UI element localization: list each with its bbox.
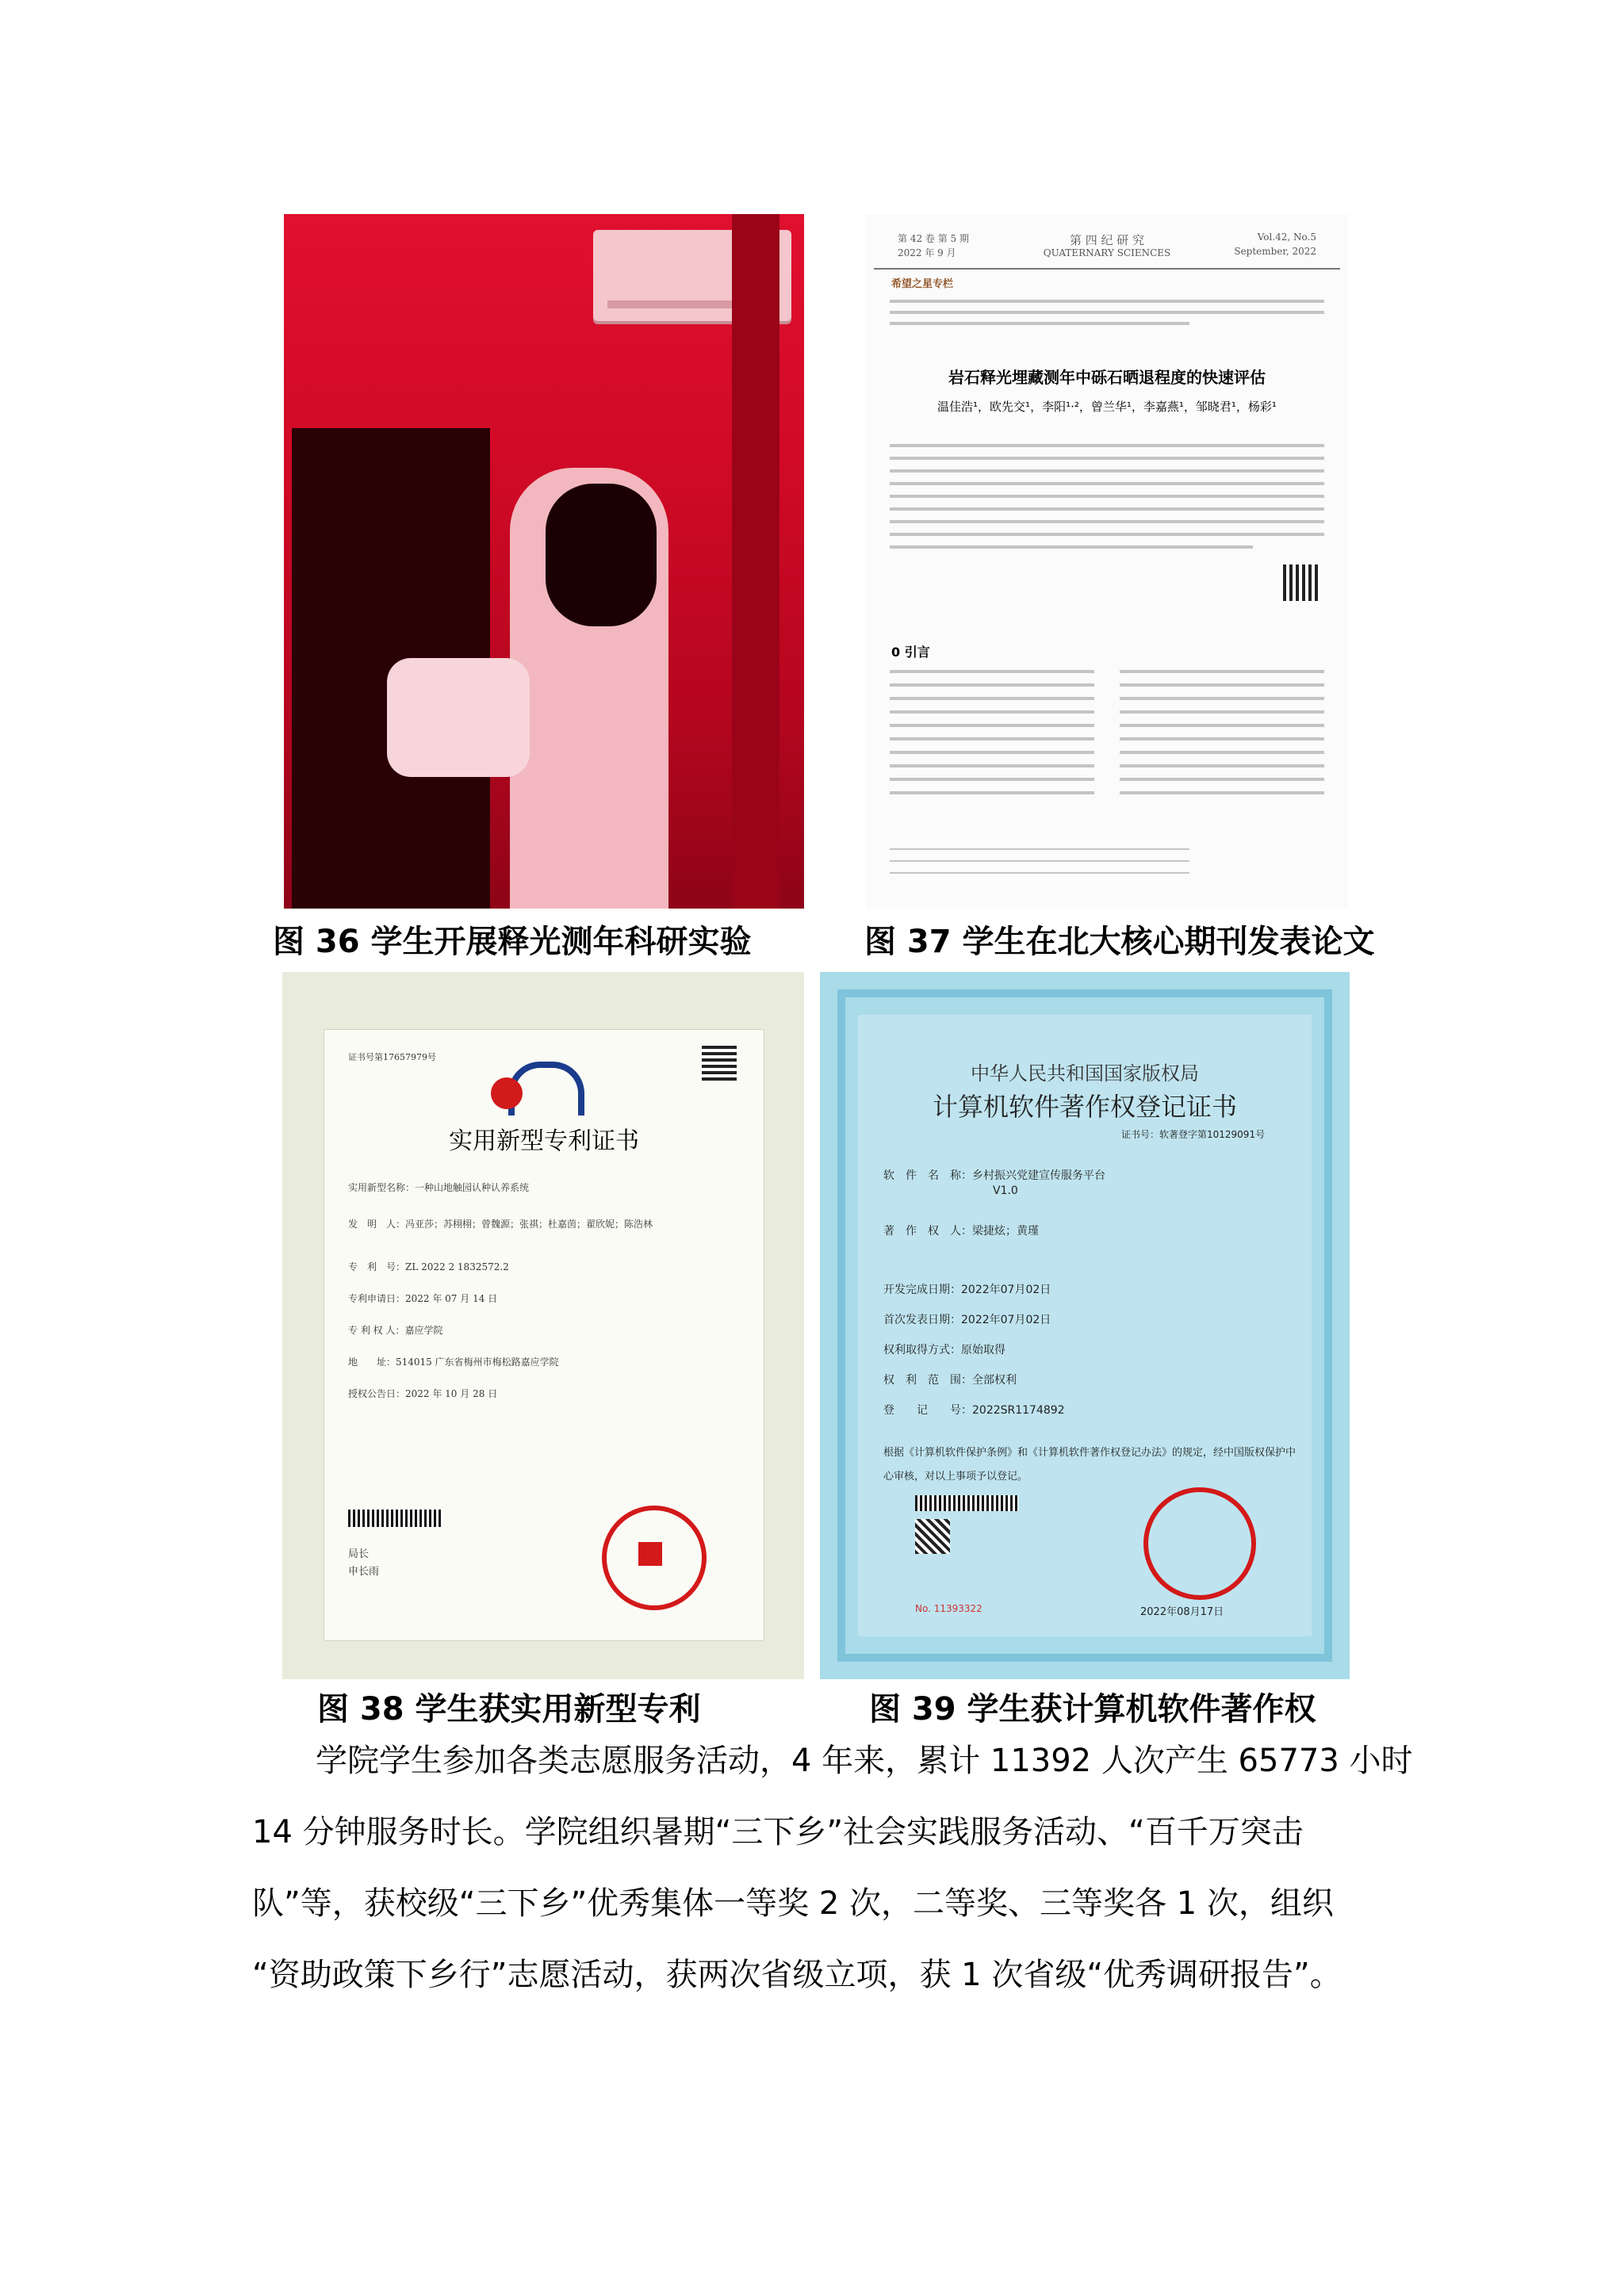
- certificate-title: 计算机软件著作权登记证书: [932, 1092, 1237, 1122]
- paper-volume-en: Vol.42, No.5: [1257, 232, 1316, 243]
- caption-fig36: 图 36 学生开展释光测年科研实验: [273, 924, 752, 960]
- patent-number: 专 利 号：ZL 2022 2 1832572.2: [348, 1261, 509, 1272]
- barcode-icon: [348, 1510, 443, 1527]
- body-paragraph: [252, 1725, 1413, 2011]
- paragraph-line: 队”等，获校级“三下乡”优秀集体一等奖 2 次，二等奖、三等奖各 1 次，组织: [252, 1885, 1334, 1922]
- abstract-line: [890, 545, 1253, 549]
- sample-bag: [387, 658, 530, 777]
- paragraph-line: “资助政策下乡行”志愿活动，获两次省级立项，获 1 次省级“优秀调研报告”。: [252, 1957, 1342, 1993]
- qr-code-icon: [1283, 564, 1320, 601]
- certificate-title: 实用新型专利证书: [449, 1127, 639, 1155]
- body-line: [890, 791, 1094, 794]
- paper-volume: 第 42 卷 第 5 期: [898, 233, 969, 244]
- body-line: [1120, 764, 1324, 767]
- abstract-line: [890, 495, 1324, 498]
- issue-date: 2022年08月17日: [1140, 1606, 1224, 1618]
- paper-authors: 温佳浩¹，欧先交¹，李阳¹·²，曾兰华¹，李嘉燕¹，邹晓君¹，杨彩¹: [937, 400, 1277, 414]
- footnote-line: [890, 860, 1189, 862]
- footnote-line: [890, 872, 1189, 874]
- abstract-line: [890, 507, 1324, 511]
- cert-number: 证书号：软著登字第10129091号: [1121, 1129, 1266, 1140]
- header-rule: [874, 268, 1340, 270]
- student-hair: [546, 484, 657, 626]
- abstract-line: [890, 444, 1324, 447]
- body-line: [1120, 791, 1324, 794]
- development-date: 开发完成日期：2022年07月02日: [883, 1284, 1051, 1296]
- caption-fig37: 图 37 学生在北大核心期刊发表论文: [864, 924, 1375, 960]
- apply-date: 专利申请日：2022 年 07 月 14 日: [348, 1293, 498, 1304]
- citation-line: [890, 311, 1324, 314]
- body-line: [890, 737, 1094, 740]
- qr-code-icon: [915, 1519, 950, 1554]
- rights-scope: 权 利 范 围：全部权利: [883, 1374, 1017, 1387]
- abstract-line: [890, 457, 1324, 460]
- citation-line: [890, 300, 1324, 303]
- body-line: [890, 683, 1094, 687]
- official-seal-icon: [602, 1506, 707, 1610]
- cert-number: 证书号第17657979号: [348, 1052, 436, 1062]
- abstract-line: [890, 482, 1324, 485]
- paper-title: 岩石释光埋藏测年中砾石晒退程度的快速评估: [948, 368, 1266, 387]
- body-line: [890, 778, 1094, 781]
- certificate-sheet: [324, 1029, 764, 1641]
- paragraph-line: 14 分钟服务时长。学院组织暑期“三下乡”社会实践服务活动、“百千万突击: [252, 1814, 1304, 1850]
- body-line: [1120, 683, 1324, 687]
- body-line: [890, 724, 1094, 727]
- journal-name-cn: 第 四 纪 研 究: [1069, 233, 1145, 247]
- director-label: 局长: [348, 1548, 370, 1560]
- director-name: 申长雨: [348, 1566, 380, 1578]
- body-line: [1120, 737, 1324, 740]
- software-version: V1.0: [993, 1184, 1018, 1197]
- citation-line: [890, 322, 1189, 325]
- registration-number: 登 记 号：2022SR1174892: [883, 1404, 1065, 1417]
- caption-fig39: 图 39 学生获计算机软件著作权: [869, 1691, 1316, 1728]
- registration-notice: 根据《计算机软件保护条例》和《计算机软件著作权登记办法》的规定，经中国版权保护中心审核，对以上事项予以登记。: [883, 1447, 1297, 1483]
- abstract-line: [890, 469, 1324, 473]
- body-line: [1120, 724, 1324, 727]
- journal-name-en: QUATERNARY SCIENCES: [1043, 247, 1171, 258]
- column-name: 希望之星专栏: [891, 278, 954, 290]
- body-line: [1120, 697, 1324, 700]
- inventors: 发 明 人：冯亚莎；苏栩栩；曾魏源；张祺；杜嘉茵；翟欣妮；陈浩林: [348, 1219, 653, 1230]
- abstract-line: [890, 520, 1324, 523]
- patent-certificate-image: [282, 972, 804, 1679]
- barcode-icon: [915, 1495, 1018, 1511]
- paper-date-en: September, 2022: [1234, 246, 1316, 257]
- body-line: [890, 670, 1094, 673]
- publication-date: 首次发表日期：2022年07月02日: [883, 1314, 1051, 1326]
- paper-date: 2022 年 9 月: [898, 247, 956, 258]
- issuer-name: 中华人民共和国国家版权局: [971, 1062, 1199, 1085]
- journal-paper-image: [866, 214, 1348, 909]
- copyright-owner: 著 作 权 人：梁捷炫；黄瑾: [883, 1225, 1039, 1238]
- acquisition-method: 权利取得方式：原始取得: [883, 1344, 1005, 1357]
- address: 地 址：514015 广东省梅州市梅松路嘉应学院: [348, 1357, 559, 1368]
- section-heading: 0 引言: [891, 645, 930, 660]
- grant-date: 授权公告日：2022 年 10 月 28 日: [348, 1388, 498, 1399]
- body-line: [890, 751, 1094, 754]
- serial-number: No. 11393322: [915, 1603, 982, 1614]
- pillar: [732, 214, 779, 909]
- caption-fig38: 图 38 学生获实用新型专利: [317, 1691, 701, 1728]
- body-line: [1120, 778, 1324, 781]
- paragraph-line: 学院学生参加各类志愿服务活动，4 年来，累计 11392 人次产生 65773 小时: [316, 1743, 1413, 1779]
- lab-experiment-photo: [284, 214, 804, 909]
- abstract-line: [890, 533, 1324, 536]
- official-seal-icon: [1143, 1487, 1256, 1600]
- software-name: 软 件 名 称：乡村振兴党建宣传服务平台: [883, 1169, 1105, 1182]
- body-line: [890, 710, 1094, 714]
- patent-holder: 专 利 权 人：嘉应学院: [348, 1325, 443, 1336]
- utility-model-name: 实用新型名称：一种山地触园认种认养系统: [348, 1182, 530, 1193]
- body-line: [1120, 751, 1324, 754]
- body-line: [890, 697, 1094, 700]
- body-line: [1120, 710, 1324, 714]
- body-line: [1120, 670, 1324, 673]
- software-copyright-certificate-image: [820, 972, 1350, 1679]
- qr-code-icon: [702, 1046, 737, 1081]
- body-line: [890, 764, 1094, 767]
- footnote-line: [890, 848, 1189, 850]
- cnipa-logo-dot-icon: [491, 1077, 523, 1109]
